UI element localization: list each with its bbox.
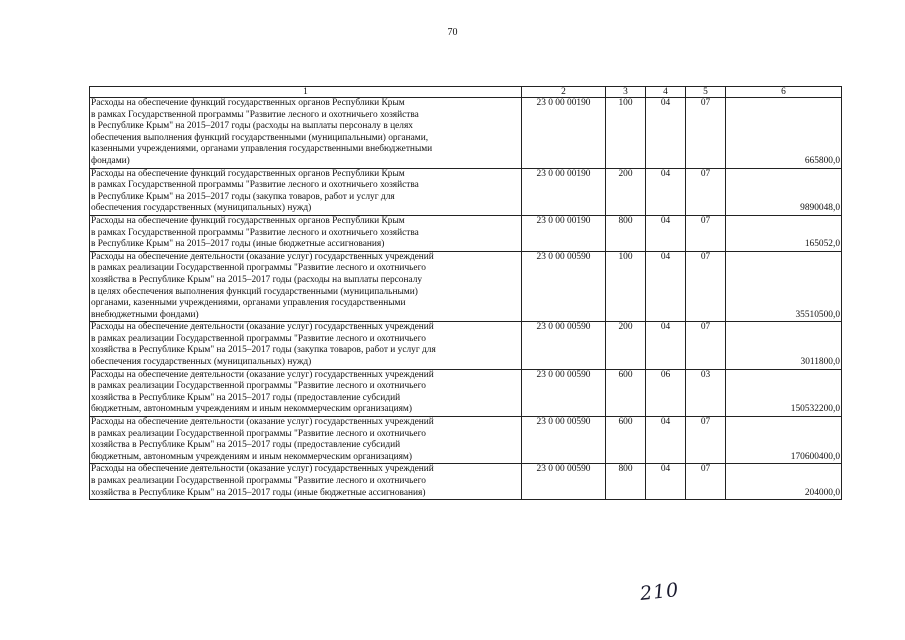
header-col-6: 6	[726, 87, 842, 98]
table-row	[90, 417, 842, 464]
row-subsection: 07	[686, 168, 726, 215]
table-row	[90, 215, 842, 251]
row-expense-type: 100	[606, 251, 646, 322]
row-section: 04	[646, 322, 686, 369]
row-section: 06	[646, 369, 686, 416]
row-amount: 3011800,0	[726, 322, 842, 369]
row-amount: 165052,0	[726, 215, 842, 251]
table-row	[90, 322, 842, 369]
budget-table	[89, 86, 842, 500]
header-col-1: 1	[90, 87, 522, 98]
row-subsection: 07	[686, 251, 726, 322]
row-subsection: 03	[686, 369, 726, 416]
row-expense-type: 600	[606, 417, 646, 464]
row-section: 04	[646, 168, 686, 215]
row-expense-type: 200	[606, 168, 646, 215]
row-section: 04	[646, 251, 686, 322]
header-col-4: 4	[646, 87, 686, 98]
row-target-code: 23 0 00 00590	[522, 369, 606, 416]
row-description: Расходы на обеспечение деятельности (оказание услуг) государственных учреждений в рамках реализации Государственной программы "Развитие лесного и охотничьего хозяйства в Республике Крым" на 2015–2017 годы (иные бюджетные ассигнования)	[90, 464, 522, 500]
header-col-5: 5	[686, 87, 726, 98]
row-description: Расходы на обеспечение деятельности (оказание услуг) государственных учреждений в рамках реализации Государственной программы "Развитие лесного и охотничьего хозяйства в Республике Крым" на 2015–2017 годы (предоставление субсидий бюджетным, автономным учреждениям и иным некоммерческим организациям)	[90, 417, 522, 464]
row-expense-type: 100	[606, 98, 646, 169]
row-amount: 150532200,0	[726, 369, 842, 416]
row-section: 04	[646, 98, 686, 169]
row-description: Расходы на обеспечение деятельности (оказание услуг) государственных учреждений в рамках реализации Государственной программы "Развитие лесного и охотничьего хозяйства в Республике Крым" на 2015–2017 годы (предоставление субсидий бюджетным, автономным учреждениям и иным некоммерческим организациям)	[90, 369, 522, 416]
row-amount: 170600400,0	[726, 417, 842, 464]
table-row	[90, 251, 842, 322]
row-section: 04	[646, 417, 686, 464]
table-row	[90, 464, 842, 500]
row-description: Расходы на обеспечение функций государственных органов Республики Крым в рамках Государственной программы "Развитие лесного и охотничьего хозяйства в Республике Крым" на 2015–2017 годы (иные бюджетные ассигнования)	[90, 215, 522, 251]
row-description: Расходы на обеспечение функций государственных органов Республики Крым в рамках Государственной программы "Развитие лесного и охотничьего хозяйства в Республике Крым" на 2015–2017 годы (закупка товаров, работ и услуг для обеспечения государственных (муниципальных) нужд)	[90, 168, 522, 215]
row-target-code: 23 0 00 00590	[522, 251, 606, 322]
row-description: Расходы на обеспечение деятельности (оказание услуг) государственных учреждений в рамках реализации Государственной программы "Развитие лесного и охотничьего хозяйства в Республике Крым" на 2015–2017 годы (расходы на выплаты персоналу в целях обеспечения выполнения функций государственными (муниципальными) органами, казенными учреждениями, органами управления государственными внебюджетными фондами)	[90, 251, 522, 322]
row-subsection: 07	[686, 464, 726, 500]
row-target-code: 23 0 00 00590	[522, 417, 606, 464]
row-subsection: 07	[686, 417, 726, 464]
row-description: Расходы на обеспечение функций государственных органов Республики Крым в рамках Государственной программы "Развитие лесного и охотничьего хозяйства в Республике Крым" на 2015–2017 годы (расходы на выплаты персоналу в целях обеспечения выполнения функций государственными (муниципальными) органами, казенными учреждениями, органами управления государственными внебюджетными фондами)	[90, 98, 522, 169]
row-section: 04	[646, 464, 686, 500]
table-header-row	[90, 87, 842, 98]
row-expense-type: 800	[606, 464, 646, 500]
row-expense-type: 800	[606, 215, 646, 251]
table-row	[90, 369, 842, 416]
row-amount: 9890048,0	[726, 168, 842, 215]
page-number: 70	[447, 27, 458, 38]
header-col-2: 2	[522, 87, 606, 98]
row-subsection: 07	[686, 322, 726, 369]
table-row	[90, 98, 842, 169]
row-subsection: 07	[686, 215, 726, 251]
header-col-3: 3	[606, 87, 646, 98]
row-description: Расходы на обеспечение деятельности (оказание услуг) государственных учреждений в рамках реализации Государственной программы "Развитие лесного и охотничьего хозяйства в Республике Крым" на 2015–2017 годы (закупка товаров, работ и услуг для обеспечения государственных (муниципальных) нужд)	[90, 322, 522, 369]
row-expense-type: 600	[606, 369, 646, 416]
row-expense-type: 200	[606, 322, 646, 369]
row-amount: 665800,0	[726, 98, 842, 169]
row-target-code: 23 0 00 00590	[522, 464, 606, 500]
row-amount: 35510500,0	[726, 251, 842, 322]
row-target-code: 23 0 00 00590	[522, 322, 606, 369]
table-row	[90, 168, 842, 215]
row-target-code: 23 0 00 00190	[522, 98, 606, 169]
row-target-code: 23 0 00 00190	[522, 168, 606, 215]
row-section: 04	[646, 215, 686, 251]
row-amount: 204000,0	[726, 464, 842, 500]
handwritten-signature: 210	[638, 579, 681, 605]
row-target-code: 23 0 00 00190	[522, 215, 606, 251]
row-subsection: 07	[686, 98, 726, 169]
